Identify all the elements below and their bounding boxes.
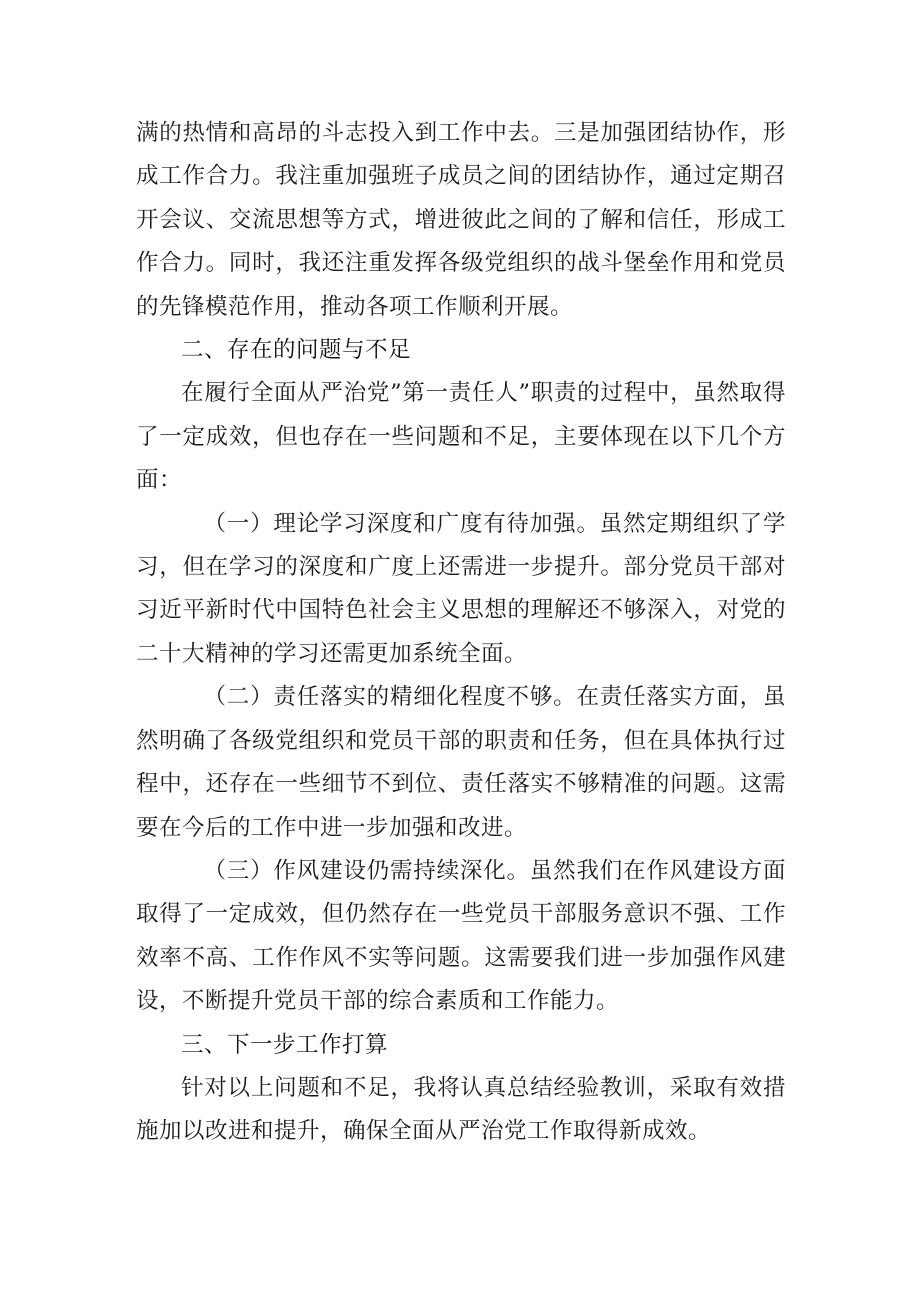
document-body [136, 112, 786, 1154]
paragraph-problem-3: （三）作风建设仍需持续深化。虽然我们在作风建设方面取得了一定成效，但仍然存在一些党员干部服务意识不强、工作效率不高、工作作风不实等问题。这需要我们进一步加强作风建设，不断提升党员干部的综合素质和工作能力。 [136, 857, 786, 1015]
paragraph-continuation: 满的热情和高昂的斗志投入到工作中去。三是加强团结协作，形成工作合力。我注重加强班子成员之间的团结协作，通过定期召开会议、交流思想等方式，增进彼此之间的了解和信任，形成工作合力。同时，我还注重发挥各级党组织的战斗堡垒作用和党员的先锋模范作用，推动各项工作顺利开展。 [136, 120, 786, 320]
paragraph-next-steps: 针对以上问题和不足，我将认真总结经验教训，采取有效措施加以改进和提升，确保全面从严治党工作取得新成效。 [136, 1074, 786, 1145]
paragraph-problem-1: （一）理论学习深度和广度有待加强。虽然定期组织了学习，但在学习的深度和广度上还需进一步提升。部分党员干部对习近平新时代中国特色社会主义思想的理解还不够深入，对党的二十大精神的学习还需更加系统全面。 [136, 510, 786, 667]
paragraph-problems-intro: 在履行全面从严治党”第一责任人”职责的过程中，虽然取得了一定成效，但也存在一些问题和不足，主要体现在以下几个方面： [136, 380, 786, 494]
paragraph-problem-2: （二）责任落实的精细化程度不够。在责任落实方面，虽然明确了各级党组织和党员干部的职责和任务，但在具体执行过程中，还存在一些细节不到位、责任落实不够精准的问题。这需要在今后的工作中进一步加强和改进。 [136, 684, 786, 841]
section-heading-problems: 二、存在的问题与不足 [181, 337, 412, 364]
section-heading-next-steps: 三、下一步工作打算 [181, 1031, 389, 1058]
